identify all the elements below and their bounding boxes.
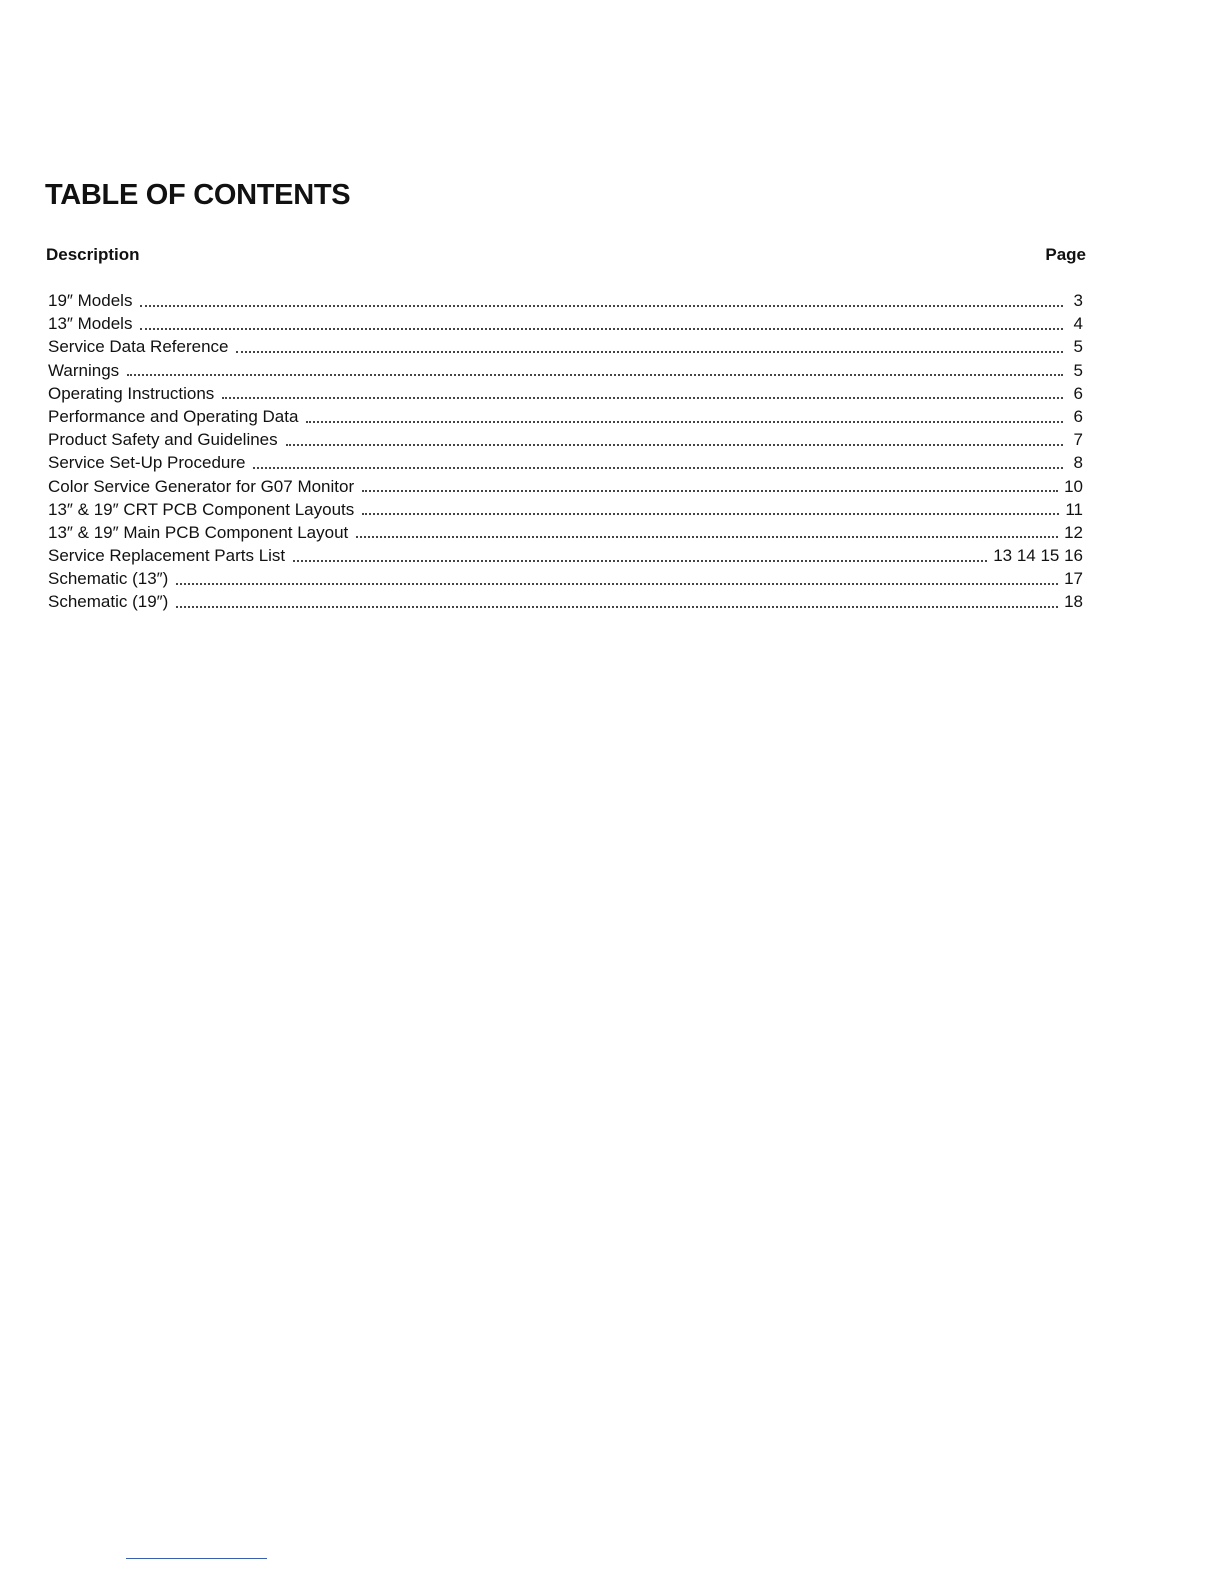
toc-entry-label: Service Replacement Parts List	[48, 546, 286, 566]
toc-entry[interactable]	[48, 335, 1083, 358]
toc-entry[interactable]	[48, 567, 1083, 590]
toc-entry[interactable]	[48, 289, 1083, 312]
dot-leader	[356, 536, 1058, 538]
dot-leader	[362, 490, 1058, 492]
toc-entry[interactable]	[48, 521, 1083, 544]
dot-leader	[293, 560, 987, 562]
toc-entry[interactable]	[48, 475, 1083, 498]
toc-entry-label: Warnings	[48, 360, 120, 380]
toc-entry[interactable]	[48, 405, 1083, 428]
dot-leader	[253, 467, 1063, 469]
toc-entry[interactable]	[48, 359, 1083, 382]
dot-leader	[236, 351, 1063, 353]
dot-leader	[222, 397, 1063, 399]
toc-entry-page: 6	[1073, 383, 1083, 403]
toc-entry-label: 13″ & 19″ Main PCB Component Layout	[48, 522, 349, 542]
dot-leader	[306, 421, 1063, 423]
dot-leader	[362, 513, 1059, 515]
toc-entry[interactable]	[48, 590, 1083, 613]
dot-leader	[140, 305, 1063, 307]
dot-leader	[140, 328, 1063, 330]
toc-entry[interactable]	[48, 312, 1083, 335]
toc-entry-page: 7	[1073, 430, 1083, 450]
toc-entry[interactable]	[48, 498, 1083, 521]
toc-list	[48, 289, 1083, 614]
toc-entry-label: Performance and Operating Data	[48, 406, 299, 426]
dot-leader	[286, 444, 1063, 446]
page-title: TABLE OF CONTENTS	[45, 179, 351, 211]
toc-entry[interactable]	[48, 382, 1083, 405]
toc-entry-page: 12	[1064, 522, 1083, 542]
toc-entry-page: 18	[1064, 592, 1083, 612]
dot-leader	[127, 374, 1063, 376]
dot-leader	[176, 606, 1058, 608]
toc-entry-page: 4	[1073, 314, 1083, 334]
toc-entry[interactable]	[48, 451, 1083, 474]
toc-entry-label: Schematic (13″)	[48, 569, 169, 589]
toc-entry-label: Service Data Reference	[48, 337, 229, 357]
toc-entry-page: 8	[1073, 453, 1083, 473]
toc-entry-page: 17	[1064, 569, 1083, 589]
toc-entry-label: 13″ & 19″ CRT PCB Component Layouts	[48, 499, 355, 519]
dot-leader	[176, 583, 1058, 585]
toc-entry-label: 19″ Models	[48, 291, 133, 310]
toc-entry[interactable]	[48, 428, 1083, 451]
toc-entry-label: Product Safety and Guidelines	[48, 430, 278, 450]
toc-entry-page: 13 14 15 16	[993, 546, 1083, 566]
toc-entry-page: 5	[1073, 360, 1083, 380]
toc-entry[interactable]	[48, 544, 1083, 567]
page-column-header: Page	[1045, 245, 1086, 264]
toc-entry-page: 3	[1073, 291, 1083, 310]
toc-entry-page: 5	[1073, 337, 1083, 357]
footer-rule	[126, 1558, 267, 1559]
toc-entry-label: 13″ Models	[48, 314, 133, 334]
toc-entry-label: Operating Instructions	[48, 383, 215, 403]
description-column-header: Description	[46, 245, 140, 264]
toc-entry-label: Schematic (19″)	[48, 592, 169, 612]
toc-entry-page: 6	[1073, 406, 1083, 426]
toc-entry-page: 11	[1065, 499, 1083, 519]
toc-entry-label: Color Service Generator for G07 Monitor	[48, 476, 355, 496]
toc-entry-label: Service Set-Up Procedure	[48, 453, 246, 473]
toc-entry-page: 10	[1064, 476, 1083, 496]
